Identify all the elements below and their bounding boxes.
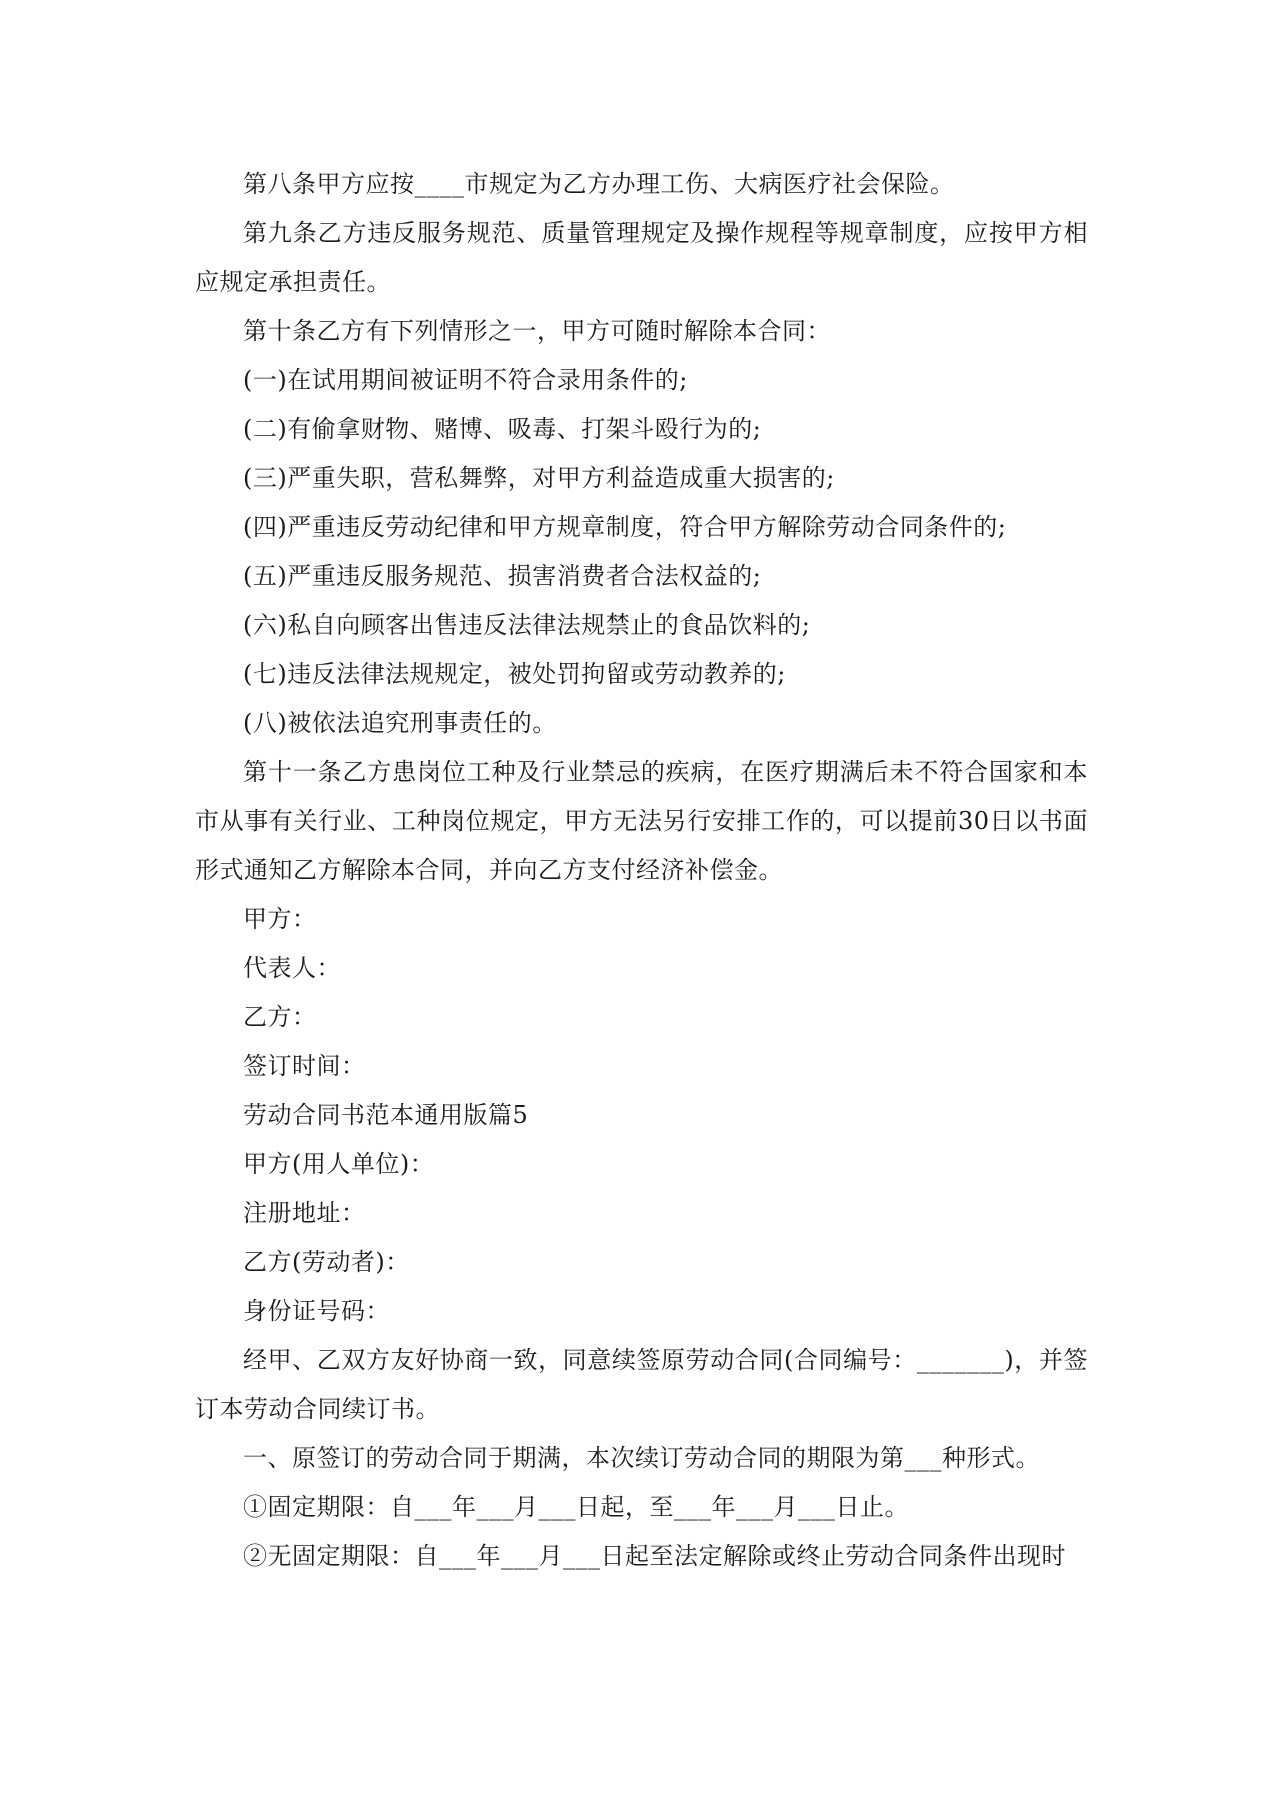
signature-representative: 代表人： [243,954,341,982]
field-registered-address: 注册地址： [243,1199,366,1227]
signature-date: 签订时间： [243,1052,366,1080]
list-item-4: (四)严重违反劳动纪律和甲方规章制度，符合甲方解除劳动合同条件的; [243,513,1007,541]
paragraph-article-9: 第九条乙方违反服务规范、质量管理规定及操作规程等规章制度，应按甲方相应规定承担责任。 [195,219,1088,296]
clause-fixed-term: ①固定期限：自___年___月___日起，至___年___月___日止。 [243,1493,909,1521]
list-item-1: (一)在试用期间被证明不符合录用条件的; [243,366,688,394]
clause-open-term: ②无固定期限：自___年___月___日起至法定解除或终止劳动合同条件出现时 [243,1542,1066,1570]
list-item-7: (七)违反法律法规规定，被处罚拘留或劳动教养的; [243,660,786,688]
list-item-8: (八)被依法追究刑事责任的。 [243,709,557,737]
list-item-2: (二)有偷拿财物、赌博、吸毒、打架斗殴行为的; [243,415,762,443]
document-body [195,160,1088,1581]
signature-party-b: 乙方： [243,1003,317,1031]
paragraph-article-11: 第十一条乙方患岗位工种及行业禁忌的疾病，在医疗期满后未不符合国家和本市从事有关行业、工种岗位规定，甲方无法另行安排工作的，可以提前30日以书面形式通知乙方解除本合同，并向乙方支付经济补偿金。 [195,758,1088,884]
section-heading: 劳动合同书范本通用版篇5 [243,1101,529,1129]
field-id-number: 身份证号码： [243,1297,390,1325]
list-item-5: (五)严重违反服务规范、损害消费者合法权益的; [243,562,762,590]
field-employee: 乙方(劳动者)： [243,1248,410,1276]
paragraph-article-8: 第八条甲方应按____市规定为乙方办理工伤、大病医疗社会保险。 [243,170,955,198]
field-employer: 甲方(用人单位)： [243,1150,435,1178]
paragraph-renewal-agreement: 经甲、乙双方友好协商一致，同意续签原劳动合同(合同编号：_______)，并签订本劳动合同续订书。 [195,1346,1088,1423]
list-item-3: (三)严重失职，营私舞弊，对甲方利益造成重大损害的; [243,464,835,492]
signature-party-a: 甲方： [243,905,317,933]
list-item-6: (六)私自向顾客出售违反法律法规禁止的食品饮料的; [243,611,811,639]
clause-1-term-form: 一、原签订的劳动合同于期满，本次续订劳动合同的期限为第___种形式。 [243,1444,1040,1472]
paragraph-article-10: 第十条乙方有下列情形之一，甲方可随时解除本合同： [243,317,831,345]
